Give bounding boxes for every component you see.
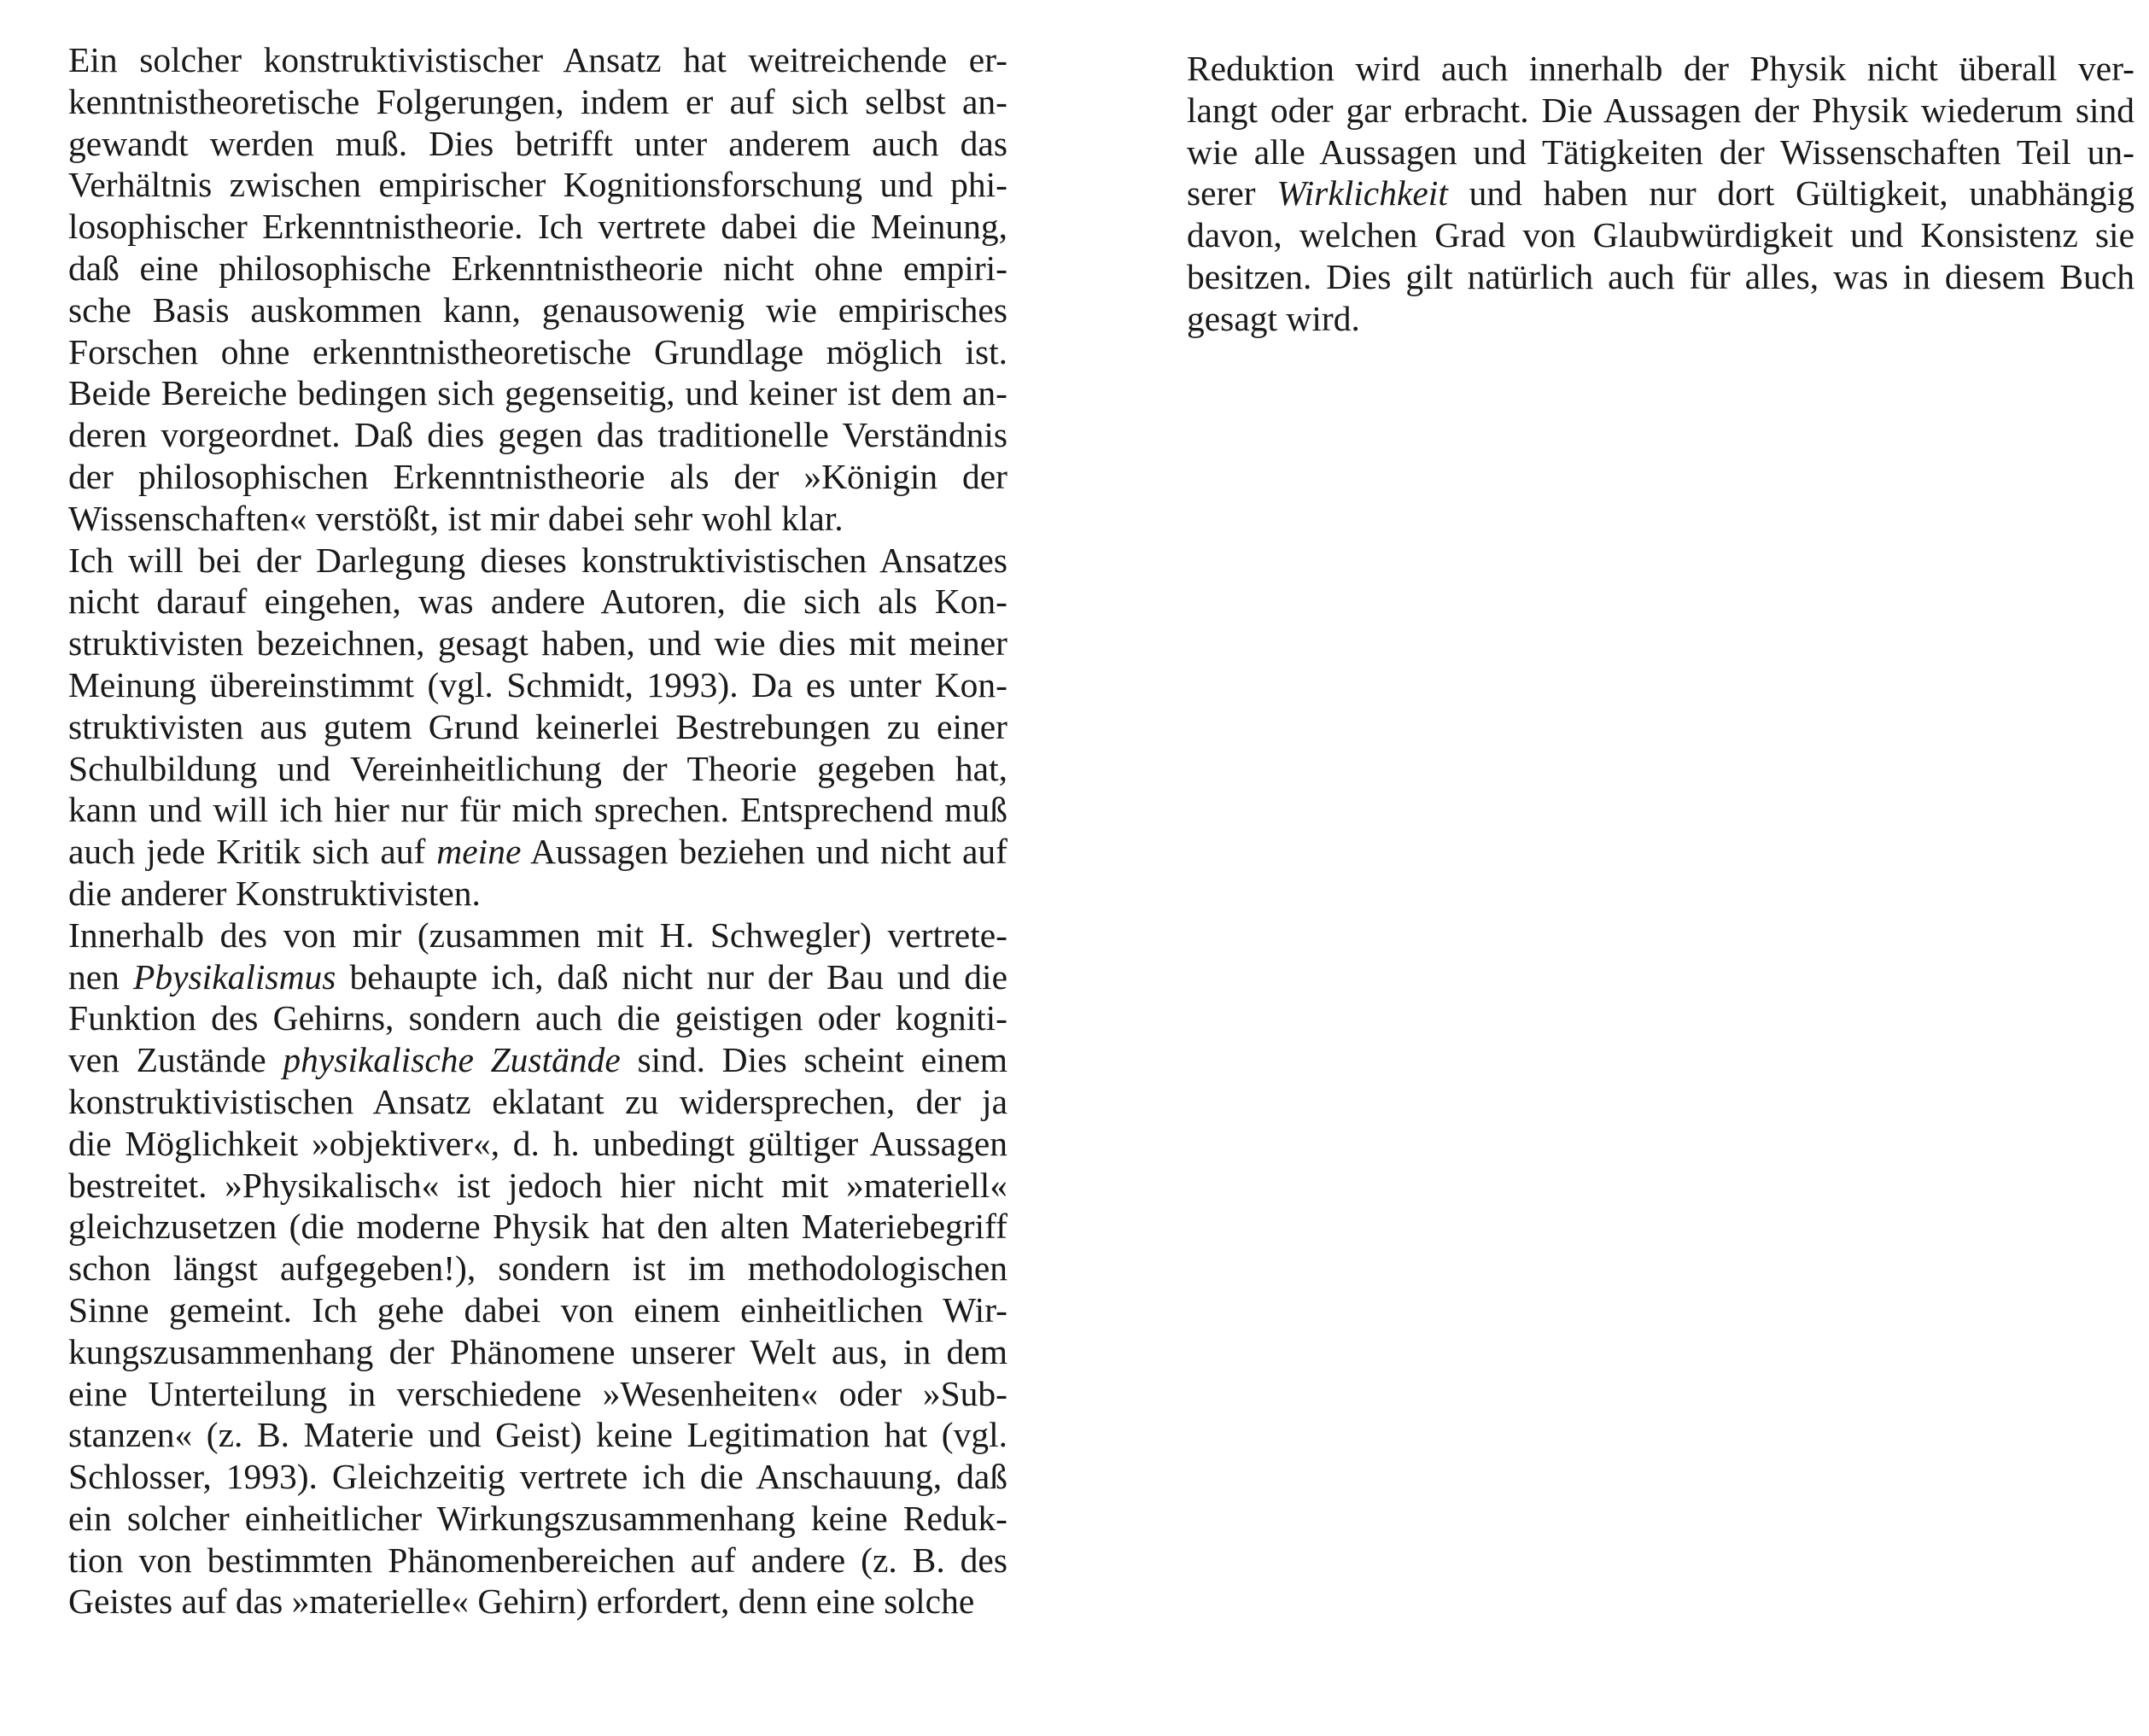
text-segment: schon längst aufgegeben!), sondern ist im methodologischen	[68, 1248, 1007, 1289]
text-line	[68, 623, 1007, 664]
text-segment: Beide Bereiche bedingen sich gegenseitig, und keiner ist dem an-	[68, 373, 1007, 413]
text-segment: kungszusammenhang der Phänomene unserer Welt aus, in dem	[68, 1331, 1007, 1371]
right-page	[1074, 0, 2134, 1736]
text-line	[68, 789, 1007, 831]
text-line	[68, 540, 1007, 582]
text-segment: wie alle Aussagen und Tätigkeiten der Wissenschaften Teil un-	[1187, 132, 2134, 172]
text-line	[68, 498, 1007, 540]
text-line	[1187, 48, 2134, 90]
text-segment: Schulbildung und Vereinheitlichung der Theorie gegeben hat,	[68, 748, 1007, 788]
paragraph	[68, 39, 1007, 540]
text-line	[68, 248, 1007, 289]
paragraph	[68, 540, 1007, 915]
text-line	[1187, 214, 2134, 256]
text-segment: struktivisten aus gutem Grund keinerlei Bestrebungen zu einer	[68, 706, 1007, 746]
text-line	[68, 39, 1007, 81]
text-segment: ein solcher einheitlicher Wirkungszusammenhang keine Reduk-	[68, 1498, 1007, 1538]
paragraph	[68, 915, 1007, 1623]
text-segment: sind. Dies scheint einem	[620, 1040, 1008, 1080]
text-segment: Geistes auf das »materielle« Gehirn) erfordert, denn eine solche	[68, 1581, 975, 1622]
text-line	[1187, 256, 2134, 298]
text-line	[68, 706, 1007, 748]
text-segment: struktivisten bezeichnen, gesagt haben, und wie dies mit meiner	[68, 623, 1007, 663]
text-segment: kenntnistheoretische Folgerungen, indem er auf sich selbst an-	[68, 81, 1007, 121]
paragraph	[1187, 48, 2134, 340]
text-line	[68, 1289, 1007, 1331]
emphasized-text: Wirklichkeit	[1276, 173, 1448, 213]
text-segment: stanzen« (z. B. Materie und Geist) keine Legitimation hat (vgl.	[68, 1415, 1007, 1455]
text-segment: Ein solcher konstruktivistischer Ansatz hat weitreichende er-	[68, 40, 1007, 79]
text-segment: konstruktivistischen Ansatz eklatant zu widersprechen, der ja	[68, 1081, 1007, 1121]
text-segment: besitzen. Dies gilt natürlich auch für alles, was in diesem Buch	[1187, 256, 2134, 296]
text-line	[1187, 132, 2134, 173]
text-line	[68, 581, 1007, 623]
text-line	[68, 414, 1007, 456]
text-segment: Sinne gemeint. Ich gehe dabei von einem einheitlichen Wir-	[68, 1289, 1007, 1330]
text-line	[68, 164, 1007, 206]
text-segment: behaupte ich, daß nicht nur der Bau und die	[336, 956, 1008, 997]
text-line	[68, 206, 1007, 248]
text-segment: Funktion des Gehirns, sondern auch die geistigen oder kogniti-	[68, 998, 1007, 1038]
text-line	[68, 1373, 1007, 1415]
text-segment: gleichzusetzen (die moderne Physik hat den alten Materiebegriff	[68, 1207, 1007, 1247]
text-segment: ven Zustände	[68, 1040, 283, 1080]
text-line	[68, 873, 1007, 915]
emphasized-text: Pbysikalismus	[133, 956, 336, 997]
text-line	[1187, 298, 2134, 340]
text-line	[68, 289, 1007, 331]
text-line	[68, 1248, 1007, 1289]
text-segment: Reduktion wird auch innerhalb der Physik nicht überall ver-	[1187, 49, 2134, 88]
text-segment: nicht darauf eingehen, was andere Autoren, die sich als Kon-	[68, 582, 1007, 622]
text-line	[68, 664, 1007, 706]
text-segment: losophischer Erkenntnistheorie. Ich vertrete dabei die Meinung,	[68, 207, 1007, 247]
text-segment: die Möglichkeit »objektiver«, d. h. unbedingt gültiger Aussagen	[68, 1123, 1007, 1163]
text-line	[68, 1581, 1007, 1622]
text-segment: Wissenschaften« verstößt, ist mir dabei sehr wohl klar.	[68, 498, 844, 538]
emphasized-text: physikalische Zustände	[283, 1040, 621, 1080]
text-segment: gewandt werden muß. Dies betrifft unter anderem auch das	[68, 123, 1007, 163]
text-segment: Meinung übereinstimmt (vgl. Schmidt, 1993). Da es unter Kon-	[68, 664, 1007, 704]
left-text-column	[68, 39, 1007, 1622]
text-line	[68, 456, 1007, 498]
text-line	[68, 1540, 1007, 1581]
text-segment: gesagt wird.	[1187, 298, 1360, 338]
text-segment: Innerhalb des von mir (zusammen mit H. Schwegler) vertrete-	[68, 915, 1007, 955]
text-segment: langt oder gar erbracht. Die Aussagen der Physik wiederum sind	[1187, 90, 2134, 130]
text-line	[68, 748, 1007, 790]
text-segment: und haben nur dort Gültigkeit, unabhängig	[1447, 173, 2134, 213]
text-segment: bestreitet. »Physikalisch« ist jedoch hier nicht mit »materiell«	[68, 1165, 1007, 1205]
text-line	[1187, 90, 2134, 132]
text-segment: die anderer Konstruktivisten.	[68, 873, 481, 913]
text-segment: eine Unterteilung in verschiedene »Wesenheiten« oder »Sub-	[68, 1373, 1007, 1413]
text-segment: Forschen ohne erkenntnistheoretische Grundlage möglich ist.	[68, 331, 1007, 371]
text-segment: Aussagen beziehen und nicht auf	[521, 832, 1007, 872]
text-line	[68, 1414, 1007, 1456]
text-line	[68, 1456, 1007, 1498]
text-segment: tion von bestimmten Phänomenbereichen auf andere (z. B. des	[68, 1540, 1007, 1580]
text-line	[68, 1081, 1007, 1123]
text-line	[68, 123, 1007, 165]
text-line	[68, 1498, 1007, 1540]
text-segment: nen	[68, 956, 133, 997]
text-segment: Verhältnis zwischen empirischer Kognitionsforschung und phi-	[68, 165, 1007, 205]
text-segment: Ich will bei der Darlegung dieses konstruktivistischen Ansatzes	[68, 540, 1007, 580]
text-line	[68, 1331, 1007, 1373]
text-line	[68, 956, 1007, 998]
text-segment: davon, welchen Grad von Glaubwürdigkeit und Konsistenz sie	[1187, 215, 2134, 255]
text-segment: sche Basis auskommen kann, genausowenig wie empirisches	[68, 289, 1007, 330]
text-line	[68, 372, 1007, 414]
text-line	[68, 1039, 1007, 1081]
text-line	[68, 997, 1007, 1039]
text-line	[1187, 172, 2134, 214]
text-line	[68, 831, 1007, 873]
text-segment: kann und will ich hier nur für mich sprechen. Entsprechend muß	[68, 790, 1007, 830]
text-line	[68, 81, 1007, 123]
text-segment: Schlosser, 1993). Gleichzeitig vertrete ich die Anschauung, daß	[68, 1457, 1007, 1497]
text-segment: der philosophischen Erkenntnistheorie als der »Königin der	[68, 456, 1007, 496]
text-line	[68, 1123, 1007, 1165]
text-line	[68, 915, 1007, 956]
text-segment: deren vorgeordnet. Daß dies gegen das traditionelle Verständnis	[68, 415, 1007, 455]
left-page	[0, 0, 1033, 1736]
text-line	[68, 331, 1007, 373]
right-text-column	[1187, 48, 2134, 340]
text-segment: daß eine philosophische Erkenntnistheorie nicht ohne empiri-	[68, 248, 1007, 288]
text-segment: auch jede Kritik sich auf	[68, 832, 437, 872]
emphasized-text: meine	[436, 832, 522, 872]
text-segment: serer	[1187, 173, 1277, 213]
text-line	[68, 1206, 1007, 1248]
text-line	[68, 1165, 1007, 1207]
